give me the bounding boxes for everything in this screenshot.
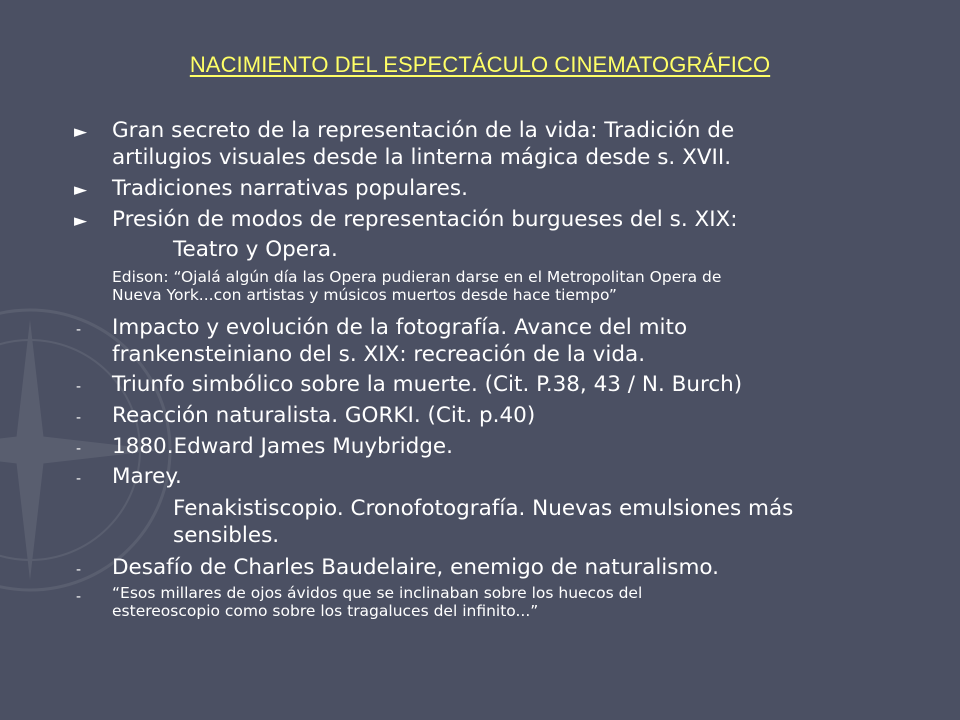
- bullet-arrow-icon: ►: [74, 122, 88, 142]
- quote-text: “Esos millares de ojos ávidos que se inclinaban sobre los huecos del: [112, 584, 643, 602]
- dash-subtext: Fenakistiscopio. Cronofotografía. Nuevas emulsiones más: [173, 496, 794, 521]
- dash-text: 1880.Edward James Muybridge.: [112, 434, 453, 459]
- dash-subtext: sensibles.: [173, 523, 280, 548]
- dash-bullet: -: [76, 589, 82, 605]
- bullet-text: artilugios visuales desde la linterna mágica desde s. XVII.: [112, 145, 732, 170]
- dash-bullet: -: [76, 379, 82, 395]
- bullet-subtext: Teatro y Opera.: [173, 237, 338, 262]
- dash-text: Desafío de Charles Baudelaire, enemigo de naturalismo.: [112, 555, 720, 580]
- quote-text: Edison: “Ojalá algún día las Opera pudieran darse en el Metropolitan Opera de: [112, 268, 722, 286]
- dash-bullet: -: [76, 562, 82, 578]
- bullet-text: Tradiciones narrativas populares.: [112, 176, 468, 201]
- bullet-text: Presión de modos de representación burgueses del s. XIX:: [112, 207, 738, 232]
- slide-title: NACIMIENTO DEL ESPECTÁCULO CINEMATOGRÁFICO: [189, 52, 771, 77]
- dash-bullet: -: [76, 441, 82, 457]
- dash-bullet: -: [76, 322, 82, 338]
- dash-text: Impacto y evolución de la fotografía. Avance del mito: [112, 315, 688, 340]
- bullet-text: Gran secreto de la representación de la vida: Tradición de: [112, 118, 735, 143]
- dash-text: Triunfo simbólico sobre la muerte. (Cit. P.38, 43 / N. Burch): [112, 372, 743, 397]
- quote-text: estereoscopio como sobre los tragaluces del infinito...”: [112, 602, 539, 620]
- dash-text: frankensteiniano del s. XIX: recreación de la vida.: [112, 342, 646, 367]
- bullet-arrow-icon: ►: [74, 180, 88, 200]
- bullet-arrow-icon: ►: [74, 211, 88, 231]
- quote-text: Nueva York...con artistas y músicos muertos desde hace tiempo”: [112, 286, 617, 304]
- dash-bullet: -: [76, 410, 82, 426]
- dash-text: Marey.: [112, 464, 182, 489]
- dash-text: Reacción naturalista. GORKI. (Cit. p.40): [112, 403, 536, 428]
- dash-bullet: -: [76, 471, 82, 487]
